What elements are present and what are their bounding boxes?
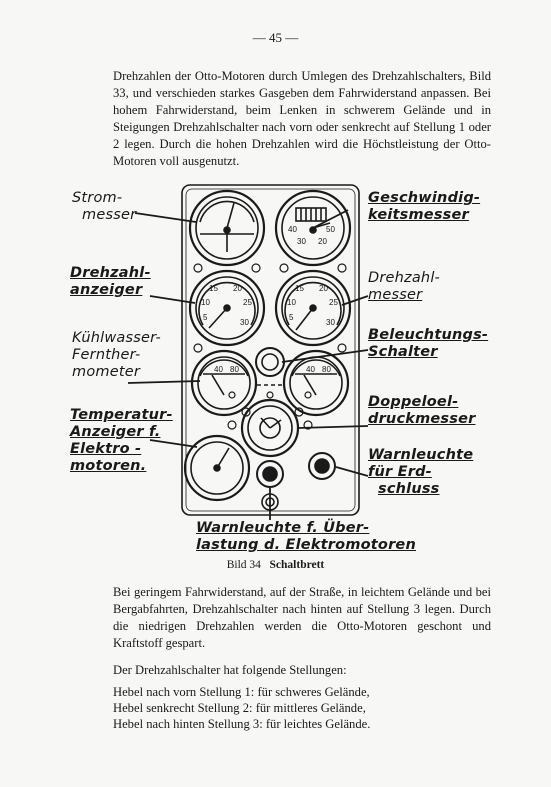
warning-lamp-overload — [257, 461, 283, 487]
speed-tick-40: 40 — [288, 225, 297, 234]
label-kuehlwasser-fernthermometer: Kühlwasser- Fernther- mometer — [72, 330, 161, 380]
label-warnleuchte-ueberlastung: Warnleuchte f. Über- lastung d. Elektromotoren — [196, 520, 416, 553]
rpm-left-tick-10: 10 — [201, 298, 210, 307]
speed-tick-30: 30 — [297, 237, 306, 246]
label-warnleuchte-erdschluss: Warnleuchte für Erd- schluss — [368, 447, 474, 497]
rpm-right-tick-15: 15 — [295, 284, 304, 293]
rpm-right-tick-20: 20 — [319, 284, 328, 293]
paragraph-top: Drehzahlen der Otto-Motoren durch Umlegen des Drehzahlschalters, Bild 33, und verschieden starkes Gasgeben dem Fahrwiderstand anpassen. Bei hohem Fahrwiderstand, beim Lenken in schwerem Gelände und in Steigungen Drehzahlschalter nach vorn oder senkrecht auf Stellung 1 oder 2 legen. Durch die hohen Drehzahlen wird die Höchstleistung der Otto-Motoren voll ausgenutzt. — [113, 69, 491, 168]
position-line-3: Hebel nach hinten Stellung 3: für leichtes Gelände. — [113, 717, 371, 731]
label-drehzahlanzeiger: Drehzahl- anzeiger — [70, 265, 151, 298]
label-beleuchtungsschalter: Beleuchtungs- Schalter — [368, 327, 489, 360]
page-number: — 45 — — [252, 30, 299, 45]
label-geschwindigkeitsmesser: Geschwindig- keitsmesser — [368, 190, 481, 223]
rpm-left-tick-20: 20 — [233, 284, 242, 293]
motor-temperature-gauge — [185, 436, 249, 500]
rpm-left-tick-30: 30 — [240, 318, 249, 327]
position-line-1: Hebel nach vorn Stellung 1: für schweres Gelände, — [113, 685, 370, 699]
temp-right-tick-80: 80 — [322, 365, 331, 374]
warning-lamp-earth-fault — [309, 453, 335, 479]
rpm-gauge-right — [276, 271, 350, 345]
label-doppeloeldruckmesser: Doppeloel- druckmesser — [368, 394, 476, 427]
paragraph-bottom: Bei geringem Fahrwiderstand, auf der Straße, in leichtem Gelände und bei Bergabfahrten, Drehzahlschalter nach hinten auf Stellung 3 legen. Durch die niedrigen Drehzahlen werden die Otto-Motoren geschont und Kraftstoff gespart. — [113, 585, 491, 650]
rpm-left-tick-5: 5 — [203, 313, 208, 322]
speed-tick-20: 20 — [318, 237, 327, 246]
label-strommesser: Strom- messer — [72, 190, 137, 223]
rpm-gauge-left — [190, 271, 264, 345]
lighting-switch — [256, 348, 284, 385]
rpm-right-tick-25: 25 — [329, 298, 338, 307]
rpm-left-tick-15: 15 — [209, 284, 218, 293]
label-temperatur-anzeiger: Temperatur- Anzeiger f. Elektro - motoren. — [70, 407, 173, 474]
figure-caption: Bild 34 Schaltbrett — [226, 559, 325, 571]
speed-tick-50: 50 — [326, 225, 335, 234]
position-line-2: Hebel senkrecht Stellung 2: für mittleres Gelände, — [113, 701, 366, 715]
rpm-right-tick-30: 30 — [326, 318, 335, 327]
positions-intro: Der Drehzahlschalter hat folgende Stellungen: — [113, 663, 347, 677]
temp-left-tick-80: 80 — [230, 365, 239, 374]
temp-right-tick-40: 40 — [306, 365, 315, 374]
oil-pressure-gauge — [242, 400, 298, 456]
label-drehzahlmesser: Drehzahl- messer — [368, 270, 440, 303]
rpm-right-tick-5: 5 — [289, 313, 294, 322]
rpm-right-tick-10: 10 — [287, 298, 296, 307]
temp-left-tick-40: 40 — [214, 365, 223, 374]
coolant-thermometer-left — [192, 351, 256, 415]
ammeter-gauge — [190, 191, 264, 265]
rpm-left-tick-25: 25 — [243, 298, 252, 307]
